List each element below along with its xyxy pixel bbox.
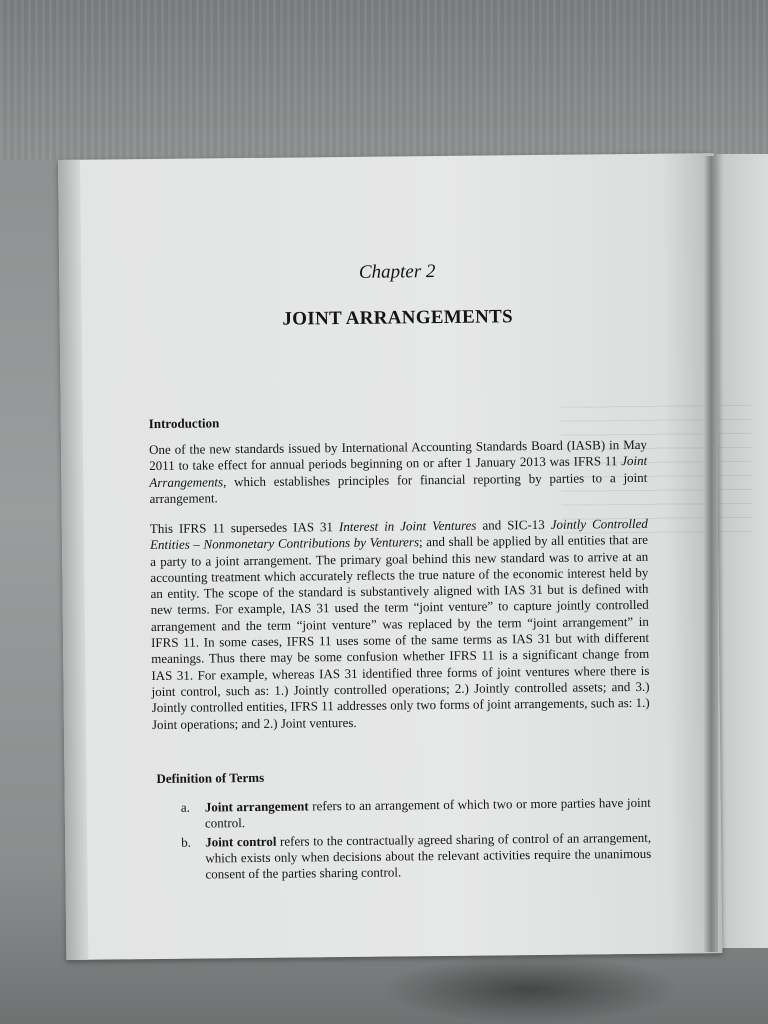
intro-p1-end: , which establishes principles for financial reporting by parties to a joint arrangement. [149, 469, 648, 506]
scan-background [0, 0, 768, 160]
intro-p2-start: This IFRS 11 supersedes IAS 31 [149, 519, 334, 537]
definition-term: Joint arrangement [204, 798, 309, 815]
definition-term: Joint control [205, 833, 277, 850]
chapter-title: JOINT ARRANGEMENTS [282, 306, 513, 330]
introduction-heading: Introduction [148, 415, 220, 432]
book-page [58, 153, 722, 960]
intro-paragraph-2 [150, 516, 650, 733]
intro-p1-italic: Joint Arrangements [149, 453, 648, 490]
book-gutter [704, 156, 718, 952]
intro-p2-end: ; and shall be applied by all entities that are a party to a joint arrangement. The primary goal behind this new standard was to arrive at an accounting treatment which accurately reflects the true nature of the economic interest held by an entity. The scope of the standard is substantively aligned with IAS 31 but is defined with new terms. For example, IAS 31 used the term “joint venture” to capture jointly controlled arrangement and the term “joint venture” was replaced by the term “joint arrangement” in IFRS 11. In some cases, IFRS 11 uses some of the same terms as IAS 31 but with different meanings. Thus there may be some confusion whether IFRS 11 is a significant change from IAS 31. For example, whereas IAS 31 identified three forms of joint ventures where there is joint control, such as: 1.) Jointly controlled operations; 2.) Jointly controlled assets; and 3.) Jointly controlled entities, IFRS 11 addresses only two forms of joint arrangements, such as: 1.) Joint operations; and 2.) Joint ventures. [150, 532, 650, 732]
intro-p1-text: One of the new standards issued by International Accounting Standards Board (IASB) in May 2011 to take effect for annual periods beginning on or after 1 January 2013 was IFRS 11 [148, 436, 648, 474]
definitions-list [181, 795, 652, 885]
definition-marker: a. [180, 799, 190, 815]
definition-text: refers to an arrangement of which two or more parties have joint control. [204, 794, 651, 831]
definitions-heading: Definition of Terms [156, 769, 265, 787]
definition-item [181, 829, 651, 883]
intro-paragraph-1 [149, 437, 648, 507]
intro-p2-italic-2: Jointly Controlled Entities – Nonmonetary Contributions by Venturers [149, 515, 648, 553]
chapter-label: Chapter 2 [358, 261, 436, 283]
scan-shadow [380, 955, 680, 1024]
intro-p2-italic-1: Interest in Joint Ventures [338, 517, 477, 535]
definition-marker: b. [181, 834, 191, 850]
intro-p2-mid: and SIC-13 [482, 516, 545, 533]
definition-text: refers to the contractually agreed sharing of control of an arrangement, which exists only when decisions about the relevant activities require the unanimous consent of the parties sharing control. [205, 829, 652, 882]
definition-item [181, 795, 651, 833]
page-edge [58, 160, 88, 960]
